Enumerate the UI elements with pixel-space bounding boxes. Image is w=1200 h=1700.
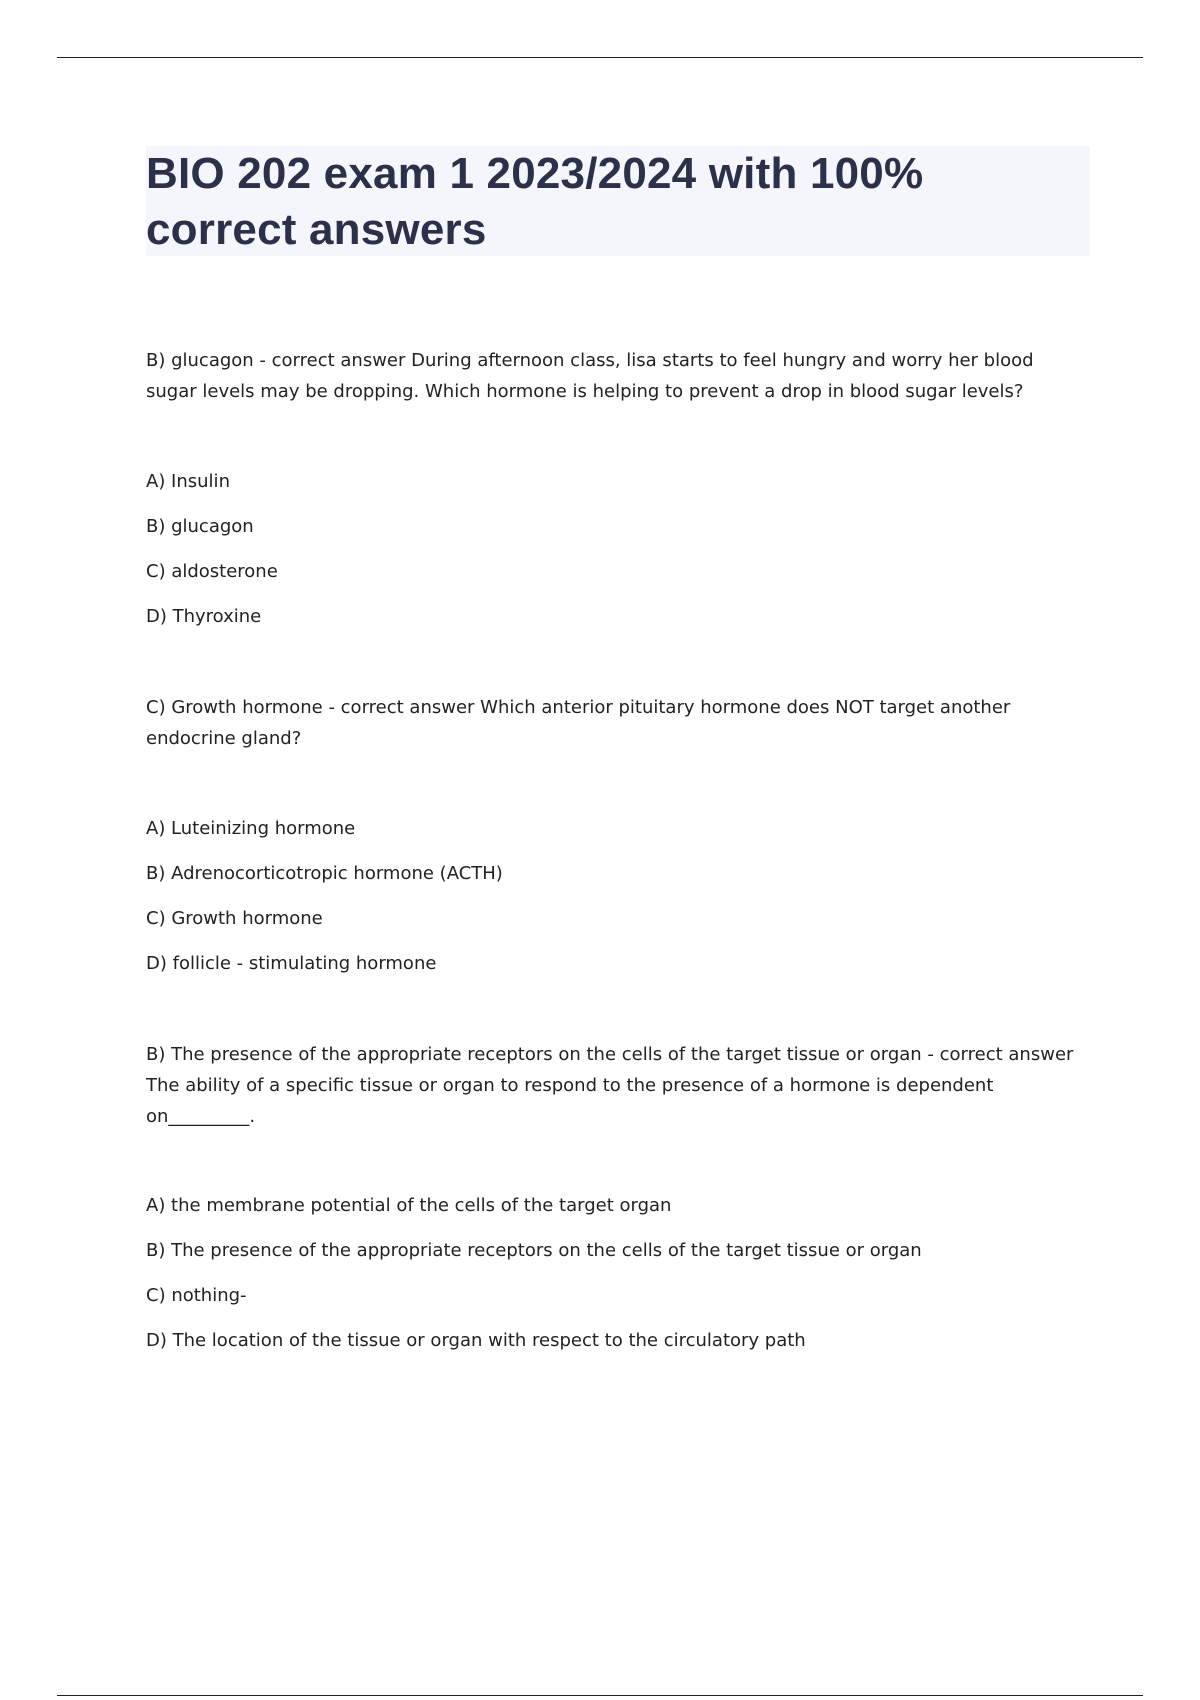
question-1 [146, 345, 1086, 407]
question-2 [146, 692, 1086, 754]
question-3-option-a: A) the membrane potential of the cells of the target organ [146, 1195, 672, 1216]
question-1-option-d: D) Thyroxine [146, 606, 262, 627]
question-1-options [146, 459, 278, 639]
question-1-option-c: C) aldosterone [146, 561, 278, 582]
question-2-option-a: A) Luteinizing hormone [146, 818, 356, 839]
question-3-option-c: C) nothing- [146, 1285, 247, 1306]
question-2-text: C) Growth hormone - correct answer Which anterior pituitary hormone does NOT target another endocrine gland? [146, 697, 1011, 749]
question-2-option-c: C) Growth hormone [146, 908, 323, 929]
question-3-options [146, 1183, 922, 1363]
question-2-option-b: B) Adrenocorticotropic hormone (ACTH) [146, 863, 503, 884]
top-rule [57, 57, 1143, 58]
question-3-option-d: D) The location of the tissue or organ with respect to the circulatory path [146, 1330, 806, 1351]
document-title: BIO 202 exam 1 2023/2024 with 100% correct answers [146, 149, 924, 254]
bottom-rule [57, 1695, 1143, 1696]
question-2-option-d: D) follicle - stimulating hormone [146, 953, 437, 974]
question-1-text: B) glucagon - correct answer During afternoon class, lisa starts to feel hungry and worry her blood sugar levels may be dropping. Which hormone is helping to prevent a drop in blood sugar levels? [146, 350, 1034, 402]
question-3 [146, 1039, 1086, 1132]
question-3-text: B) The presence of the appropriate receptors on the cells of the target tissue or organ - correct answer The ability of a specific tissue or organ to respond to the presence of a hormone is dependent on_________. [146, 1044, 1074, 1127]
question-1-option-a: A) Insulin [146, 471, 230, 492]
question-2-options [146, 806, 503, 986]
question-1-option-b: B) glucagon [146, 516, 254, 537]
question-3-option-b: B) The presence of the appropriate receptors on the cells of the target tissue or organ [146, 1240, 922, 1261]
